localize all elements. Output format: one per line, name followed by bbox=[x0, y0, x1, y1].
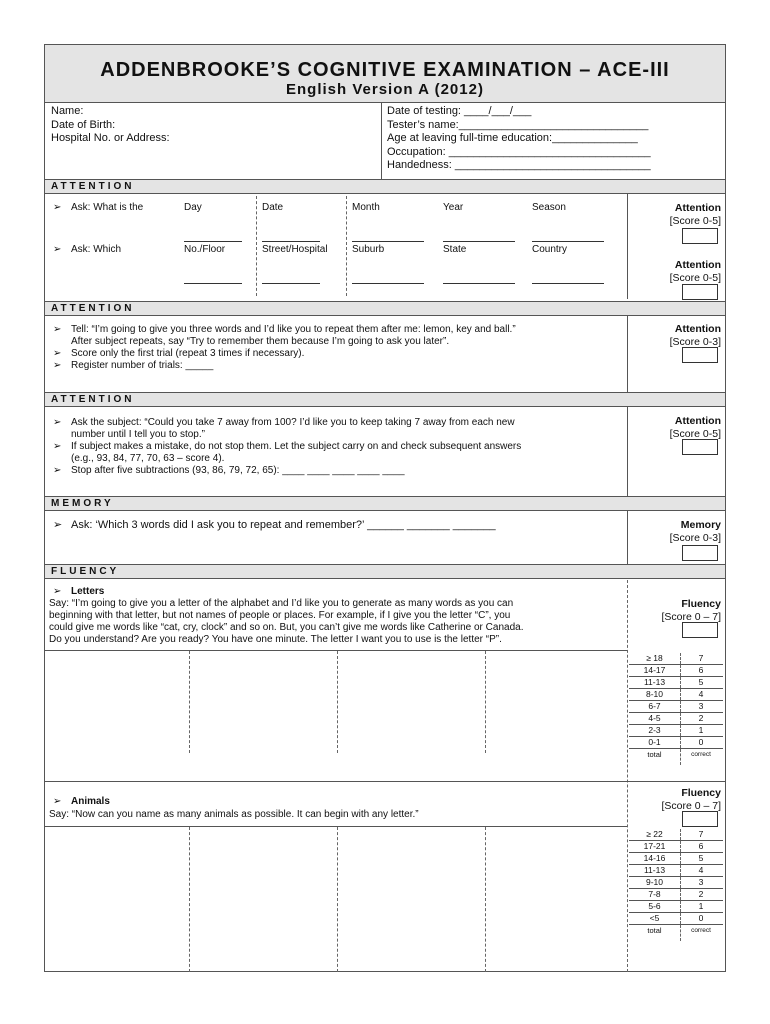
recall-instruction bbox=[53, 519, 496, 533]
table-row: 5-6 1 bbox=[629, 901, 723, 913]
occupation-field[interactable]: Occupation: _________________________________ bbox=[387, 145, 651, 158]
table-row: ≥ 18 7 bbox=[629, 653, 723, 665]
arrow-bullet-icon: ➢ bbox=[53, 417, 62, 428]
arrow-bullet-icon: ➢ bbox=[53, 519, 63, 531]
arrow-bullet-icon: ➢ bbox=[53, 202, 62, 213]
letters-word-area[interactable] bbox=[45, 651, 627, 781]
name-field-label[interactable]: Name: bbox=[51, 105, 84, 117]
answer-line-date[interactable] bbox=[262, 241, 320, 242]
animals-heading: ➢ Animals bbox=[53, 796, 110, 807]
score-animals: Fluency [Score 0 – 7] bbox=[661, 787, 721, 812]
letters-instructions: Say: “I’m going to give you a letter of the alphabet and I’d like you to generate as many words as you can beginning with that letter, but not names of people or places. For example, if I give you the letter “C”, you could give me words like “cat, cry, clock” and so on. But, you can’t give me words like Catherine or Canada. Do you understand? Are you ready? You have one minute. The letter I want you to use is the letter “P”. bbox=[49, 598, 524, 645]
table-row: 14-17 6 bbox=[629, 665, 723, 677]
table-row: 4-5 2 bbox=[629, 713, 723, 725]
ace-iii-form bbox=[44, 44, 726, 972]
section-fluency: FLUENCY bbox=[45, 564, 725, 579]
patient-details-left bbox=[51, 105, 170, 146]
answer-line-day[interactable] bbox=[184, 241, 242, 242]
section-attention: ATTENTION bbox=[45, 392, 725, 407]
table-row: <5 0 bbox=[629, 913, 723, 925]
score-registration: Attention [Score 0-3] bbox=[669, 323, 721, 348]
section-attention: ATTENTION bbox=[45, 301, 725, 316]
table-row: 11-13 4 bbox=[629, 865, 723, 877]
score-box-animals[interactable] bbox=[682, 811, 718, 827]
arrow-bullet-icon: ➢ bbox=[53, 348, 62, 359]
table-row: 7-8 2 bbox=[629, 889, 723, 901]
table-row: 14-16 5 bbox=[629, 853, 723, 865]
divider bbox=[627, 407, 628, 496]
recall-answers[interactable]: Ask: ‘Which 3 words did I ask you to repeat and remember?’ ______ _______ _______ bbox=[71, 519, 496, 531]
answer-line-state[interactable] bbox=[443, 283, 515, 284]
score-recall: Memory [Score 0-3] bbox=[669, 519, 721, 544]
orientation-day: Day bbox=[184, 202, 202, 213]
arrow-bullet-icon: ➢ bbox=[53, 586, 62, 597]
arrow-bullet-icon: ➢ bbox=[53, 360, 62, 371]
score-box-registration[interactable] bbox=[682, 347, 718, 363]
table-row: 17-21 6 bbox=[629, 841, 723, 853]
answer-line-month[interactable] bbox=[352, 241, 424, 242]
arrow-bullet-icon: ➢ bbox=[53, 244, 62, 255]
score-serial-sevens: Attention [Score 0-5] bbox=[669, 415, 721, 440]
arrow-bullet-icon: ➢ bbox=[53, 465, 62, 476]
table-row: 2-3 1 bbox=[629, 725, 723, 737]
animals-instruction: Say: “Now can you name as many animals as possible. It can begin with any letter.” bbox=[49, 809, 419, 820]
divider bbox=[627, 194, 628, 299]
orientation-state: State bbox=[443, 244, 467, 255]
animals-word-area[interactable] bbox=[45, 827, 627, 972]
dob-field-label[interactable]: Date of Birth: bbox=[51, 118, 116, 131]
score-orientation-time: Attention [Score 0-5] bbox=[669, 202, 721, 227]
tester-name-field[interactable]: Tester’s name:_______________________________ bbox=[387, 118, 649, 131]
date-of-testing-field[interactable]: Date of testing: ____/___/___ bbox=[387, 105, 532, 117]
score-box-orientation-time[interactable] bbox=[682, 228, 718, 244]
score-box-orientation-place[interactable] bbox=[682, 284, 718, 300]
orientation-date: Date bbox=[262, 202, 284, 213]
letters-table-footer[interactable]: total correct bbox=[629, 749, 723, 765]
answer-line-country[interactable] bbox=[532, 283, 604, 284]
form-subtitle: English Version A (2012) bbox=[286, 81, 484, 98]
divider bbox=[45, 781, 725, 782]
section-memory: MEMORY bbox=[45, 496, 725, 511]
answer-line-season[interactable] bbox=[532, 241, 604, 242]
orientation-country: Country bbox=[532, 244, 568, 255]
orientation-street: Street/Hospital bbox=[262, 244, 328, 255]
registration-instructions: ➢ Tell: “I’m going to give you three words and I’d like you to repeat them after me: lemon, key and ball.” After subject repeats, say “Try to remember them because I’m going to ask you later”. ➢ Score only the first trial (repeat 3 times if necessary). ➢ Register number of trials: _____ bbox=[53, 324, 516, 371]
table-row: 9-10 3 bbox=[629, 877, 723, 889]
animals-table-footer[interactable]: total correct bbox=[629, 925, 723, 941]
arrow-bullet-icon: ➢ bbox=[53, 441, 62, 452]
orientation-month: Month bbox=[352, 202, 380, 213]
answer-line-year[interactable] bbox=[443, 241, 515, 242]
section-attention: ATTENTION bbox=[45, 179, 725, 194]
score-box-letters[interactable] bbox=[682, 622, 718, 638]
orientation-season: Season bbox=[532, 202, 566, 213]
arrow-bullet-icon: ➢ bbox=[53, 324, 62, 335]
form-header bbox=[45, 45, 725, 103]
subtraction-answers[interactable]: Stop after five subtractions (93, 86, 79, 72, 65): ____ ____ ____ ____ ____ bbox=[71, 465, 405, 476]
score-box-serial-sevens[interactable] bbox=[682, 439, 718, 455]
score-box-recall[interactable] bbox=[682, 545, 718, 561]
form-title: ADDENBROOKE’S COGNITIVE EXAMINATION – ACE-III bbox=[100, 59, 670, 81]
orientation-suburb: Suburb bbox=[352, 244, 385, 255]
education-field[interactable]: Age at leaving full-time education:______________ bbox=[387, 132, 638, 144]
divider bbox=[627, 511, 628, 564]
trials-field[interactable]: Register number of trials: _____ bbox=[71, 360, 214, 371]
divider bbox=[627, 316, 628, 394]
orientation-time-prompt: ➢ Ask: What is the bbox=[53, 202, 144, 213]
score-letters: Fluency [Score 0 – 7] bbox=[661, 598, 721, 623]
score-orientation-place: Attention [Score 0-5] bbox=[669, 259, 721, 284]
divider bbox=[256, 196, 257, 296]
patient-details-right bbox=[387, 105, 651, 173]
letters-heading: ➢ Letters bbox=[53, 586, 105, 597]
divider bbox=[627, 580, 628, 972]
divider bbox=[381, 103, 382, 181]
serial-sevens-instructions: ➢ Ask the subject: “Could you take 7 away from 100? I’d like you to keep taking 7 away from each new number until I tell you to stop.” ➢ If subject makes a mistake, do not stop them. Let the subject carry on and check subsequent answers (e.g., 93, 84, 77, 70, 63 – score 4). ➢ Stop after five subtractions (93, 86, 79, 72, 65): ____ ____ ____ ____ ____ bbox=[53, 417, 522, 476]
arrow-bullet-icon: ➢ bbox=[53, 796, 62, 807]
orientation-floor: No./Floor bbox=[184, 244, 226, 255]
table-row: 8-10 4 bbox=[629, 689, 723, 701]
table-row: 0-1 0 bbox=[629, 737, 723, 749]
answer-line-street[interactable] bbox=[262, 283, 320, 284]
hospital-field-label[interactable]: Hospital No. or Address: bbox=[51, 132, 170, 144]
orientation-place-prompt: ➢ Ask: Which bbox=[53, 244, 122, 255]
table-row: 11-13 5 bbox=[629, 677, 723, 689]
table-row: 6-7 3 bbox=[629, 701, 723, 713]
letters-score-table bbox=[629, 653, 723, 765]
table-row: ≥ 22 7 bbox=[629, 829, 723, 841]
animals-score-table bbox=[629, 829, 723, 941]
handedness-field[interactable]: Handedness: ________________________________ bbox=[387, 159, 651, 171]
orientation-year: Year bbox=[443, 202, 464, 213]
divider bbox=[346, 196, 347, 296]
answer-line-floor[interactable] bbox=[184, 283, 242, 284]
answer-line-suburb[interactable] bbox=[352, 283, 424, 284]
